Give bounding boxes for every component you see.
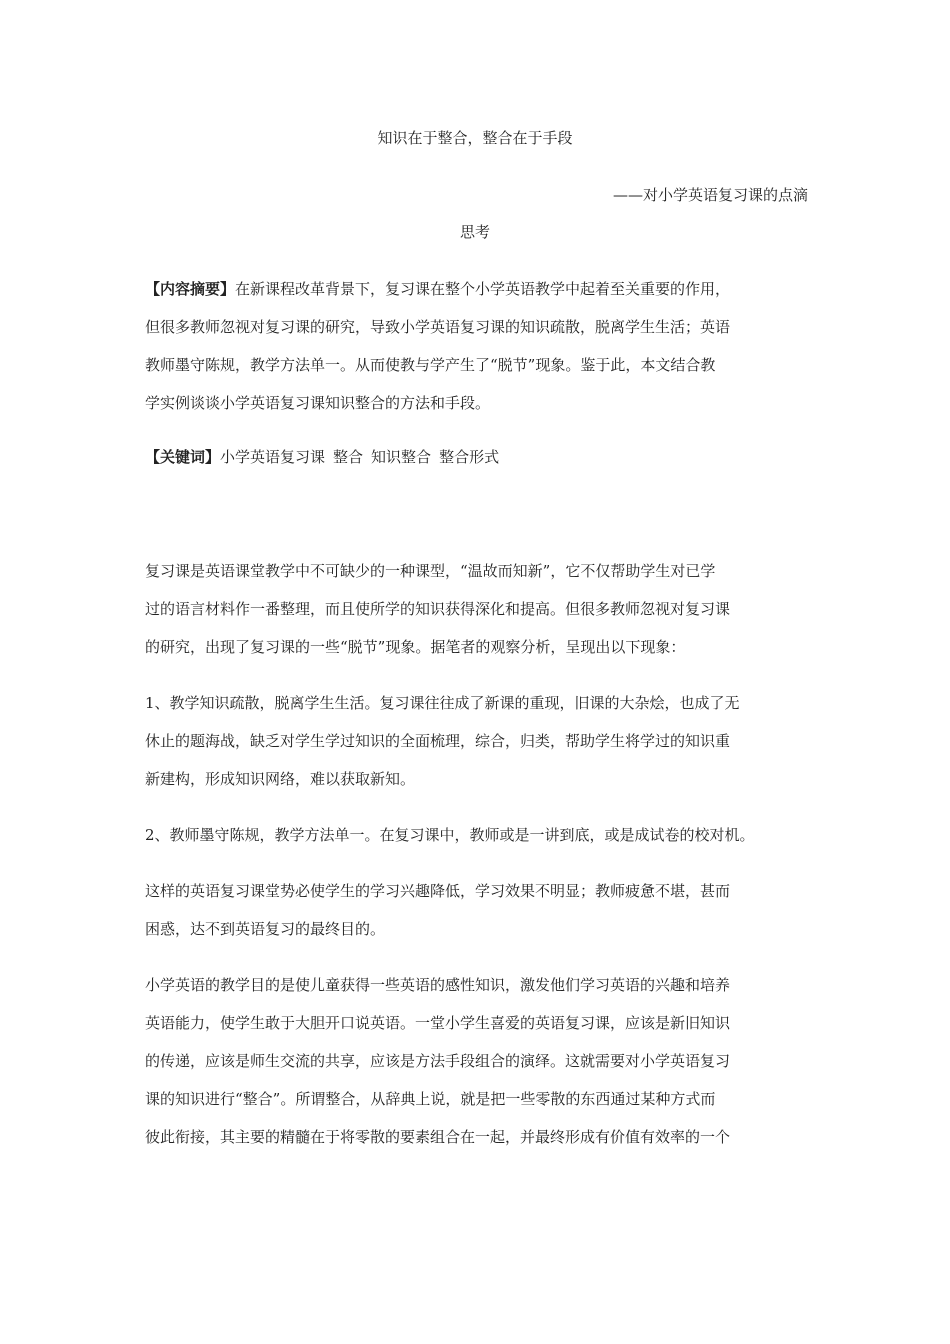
keywords-label: 【关键词】: [145, 448, 221, 466]
keyword-item: 整合形式: [439, 448, 500, 466]
paragraph-line: 的传递，应该是师生交流的共享，应该是方法手段组合的演绎。这就需要对小学英语复习: [145, 1052, 731, 1070]
abstract-section: [145, 270, 805, 422]
paragraph-line: 这样的英语复习课堂势必使学生的学习兴趣降低，学习效果不明显；教师疲惫不堪，甚而: [145, 882, 731, 900]
paragraph-line: 休止的题海战，缺乏对学生学过知识的全面梳理，综合，归类，帮助学生将学过的知识重: [145, 732, 731, 750]
keywords-section: [145, 438, 805, 476]
paragraph-line: 小学英语的教学目的是使儿童获得一些英语的感性知识，激发他们学习英语的兴趣和培养: [145, 976, 731, 994]
body-paragraph: [145, 684, 805, 798]
document-subtitle-line-2: 思考: [459, 223, 490, 241]
abstract-line: 学实例谈谈小学英语复习课知识整合的方法和手段。: [145, 394, 491, 412]
paragraph-line: 2、教师墨守陈规，教学方法单一。在复习课中，教师或是一讲到底，或是成试卷的校对机。: [145, 826, 755, 844]
paragraph-line: 彼此衔接，其主要的精髓在于将零散的要素组合在一起，并最终形成有价值有效率的一个: [145, 1128, 731, 1146]
paragraph-line: 过的语言材料作一番整理，而且使所学的知识获得深化和提高。但很多教师忽视对复习课: [145, 600, 731, 618]
document-title: 知识在于整合，整合在于手段: [377, 129, 573, 147]
body-paragraph: [145, 966, 805, 1156]
abstract-line: 但很多教师忽视对复习课的研究，导致小学英语复习课的知识疏散，脱离学生生活；英语: [145, 318, 731, 336]
body-paragraph: [145, 816, 805, 854]
abstract-line: [145, 270, 805, 308]
paragraph-line: 课的知识进行“整合”。所谓整合，从辞典上说，就是把一些零散的东西通过某种方式而: [145, 1090, 716, 1108]
abstract-text: 在新课程改革背景下，复习课在整个小学英语教学中起着至关重要的作用，: [235, 280, 731, 298]
keyword-item: 整合: [333, 448, 364, 466]
document-subtitle-line-1: ——对小学英语复习课的点滴: [612, 186, 808, 204]
paragraph-line: 新建构，形成知识网络，难以获取新知。: [145, 770, 416, 788]
abstract-line: 教师墨守陈规，教学方法单一。从而使教与学产生了“脱节”现象。鉴于此，本文结合教: [145, 356, 716, 374]
paragraph-line: 英语能力，使学生敢于大胆开口说英语。一堂小学生喜爱的英语复习课，应该是新旧知识: [145, 1014, 731, 1032]
abstract-label: 【内容摘要】: [145, 280, 236, 298]
paragraph-line: 复习课是英语课堂教学中不可缺少的一种课型，“温故而知新”，它不仅帮助学生对已学: [145, 562, 716, 580]
body-paragraph: [145, 552, 805, 666]
paragraph-line: 1、教学知识疏散，脱离学生生活。复习课往往成了新课的重现，旧课的大杂烩，也成了无: [145, 694, 740, 712]
paragraph-line: 困惑，达不到英语复习的最终目的。: [145, 920, 386, 938]
body-paragraph: [145, 872, 805, 948]
keyword-item: 知识整合: [371, 448, 432, 466]
paragraph-line: 的研究，出现了复习课的一些“脱节”现象。据笔者的观察分析，呈现出以下现象：: [145, 638, 686, 656]
keywords-line: [145, 438, 805, 476]
keyword-item: 小学英语复习课: [220, 448, 326, 466]
